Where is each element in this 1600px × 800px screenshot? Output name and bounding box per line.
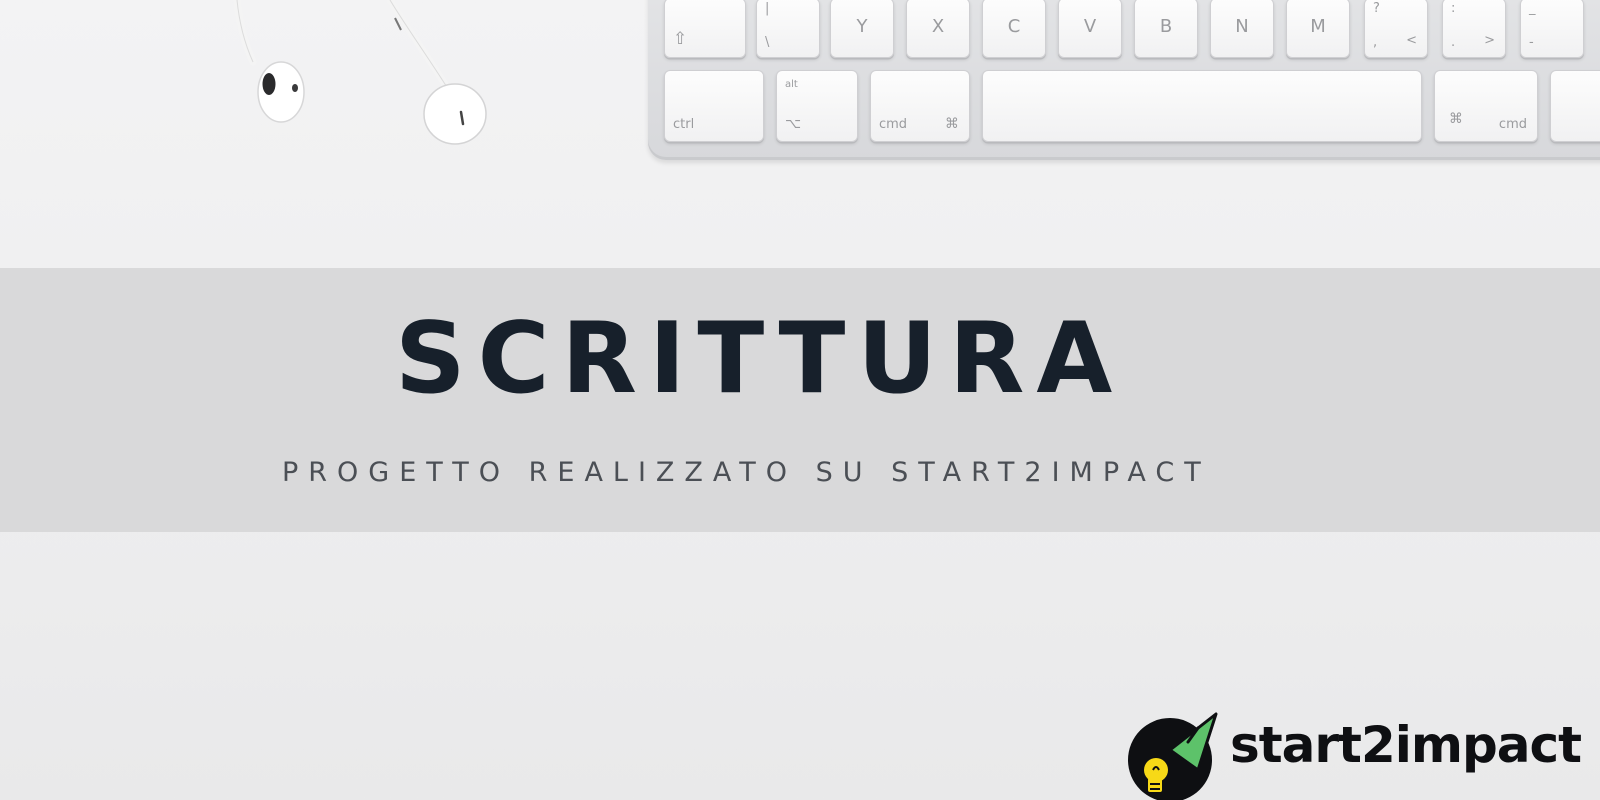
- key-v: [1058, 0, 1122, 58]
- key-alt-right: [1550, 70, 1600, 142]
- key-bottom-label: \: [765, 35, 770, 50]
- key-cmd-left: [870, 70, 970, 142]
- key-label: X: [931, 16, 945, 37]
- key-bottom-right-label: >: [1484, 33, 1495, 48]
- key-label: C: [1007, 16, 1021, 37]
- key-x: [906, 0, 970, 58]
- key-shift: [664, 0, 746, 58]
- key-label: B: [1159, 16, 1173, 37]
- brand-name: start2impact: [1230, 716, 1582, 774]
- key-bottom-label: -: [1529, 35, 1534, 50]
- rocket-logo-icon: [1128, 712, 1222, 800]
- key-comma: [1364, 0, 1428, 58]
- key-pipe: [756, 0, 820, 58]
- key-top-label: |: [765, 1, 770, 16]
- key-label: cmd: [1498, 117, 1527, 132]
- key-bottom-label: ,: [1373, 35, 1378, 50]
- page-title: SCRITTURA: [395, 302, 1125, 416]
- key-top-label: ?: [1373, 1, 1380, 16]
- key-label: V: [1083, 16, 1097, 37]
- key-cmd-right: [1434, 70, 1538, 142]
- key-m: [1286, 0, 1350, 58]
- brand-logo: [1128, 712, 1588, 800]
- keyboard-illustration: [648, 0, 1600, 160]
- key-label: ctrl: [673, 117, 695, 132]
- earbuds-illustration: [215, 0, 505, 160]
- page-subtitle: PROGETTO REALIZZATO SU START2IMPACT: [282, 457, 1211, 488]
- key-label: N: [1235, 16, 1249, 37]
- key-bottom-right-label: <: [1406, 33, 1417, 48]
- key-bottom-label: .: [1451, 35, 1456, 50]
- key-label: Y: [856, 16, 868, 37]
- command-icon: ⌘: [1449, 111, 1463, 127]
- key-b: [1134, 0, 1198, 58]
- key-n: [1210, 0, 1274, 58]
- option-icon: ⌥: [785, 116, 802, 132]
- key-top-label: :: [1451, 1, 1456, 16]
- key-label: M: [1310, 16, 1326, 37]
- key-y: [830, 0, 894, 58]
- command-icon: ⌘: [945, 116, 959, 132]
- shift-icon: ⇧: [673, 29, 688, 49]
- key-label: cmd: [879, 117, 908, 132]
- key-dash: [1520, 0, 1584, 58]
- key-top-label: _: [1529, 1, 1536, 16]
- key-c: [982, 0, 1046, 58]
- key-ctrl: [664, 70, 764, 142]
- key-space: [982, 70, 1422, 142]
- key-alt: [776, 70, 858, 142]
- key-label: alt: [785, 79, 798, 90]
- key-period: [1442, 0, 1506, 58]
